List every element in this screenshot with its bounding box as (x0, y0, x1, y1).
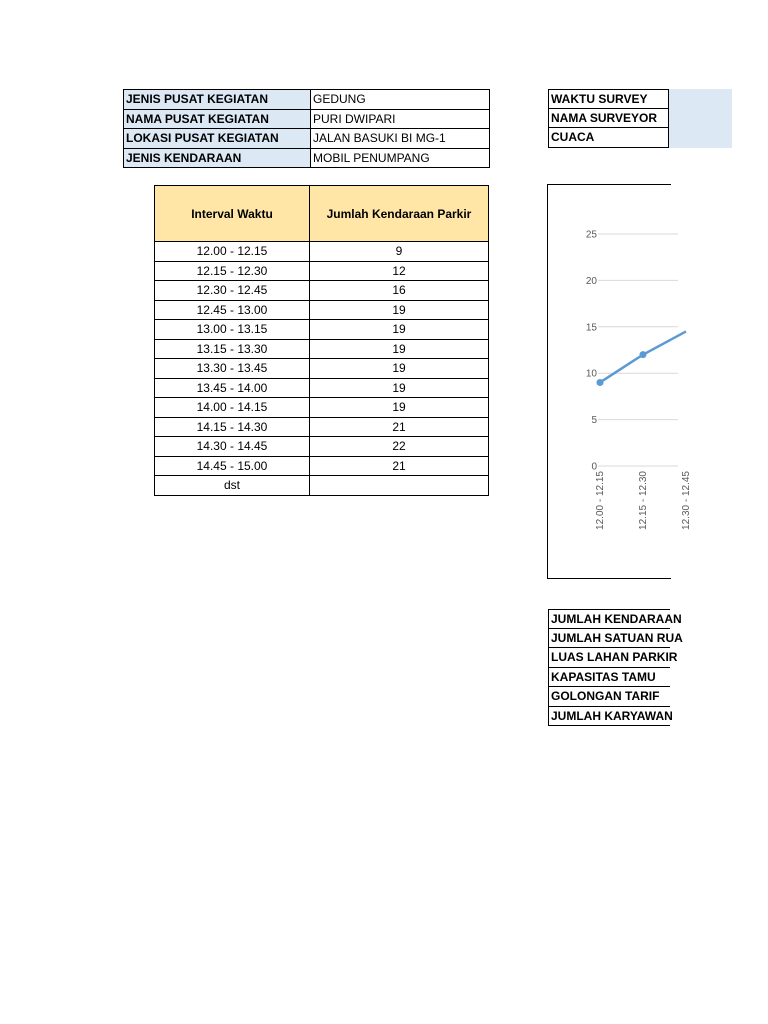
y-tick-label: 5 (591, 415, 597, 427)
info-bottom-label: KAPASITAS TAMU (548, 668, 670, 688)
y-tick-label: 15 (585, 322, 597, 334)
x-tick-label: 12.00 - 12.15 (595, 471, 606, 530)
info-value: MOBIL PENUMPANG (311, 148, 490, 168)
info-left-row (124, 129, 490, 149)
table-row (155, 359, 489, 379)
parking-chart (547, 184, 692, 579)
info-left-table (123, 89, 490, 168)
info-right-row (548, 109, 732, 129)
info-bottom-table (548, 609, 683, 726)
info-right-table (548, 89, 732, 148)
cell-jumlah: 21 (310, 417, 489, 437)
table-row (155, 242, 489, 262)
table-row (155, 320, 489, 340)
cell-jumlah: 19 (310, 359, 489, 379)
info-value: JALAN BASUKI BI MG-1 (311, 129, 490, 149)
table-row (155, 261, 489, 281)
cell-interval: 13.45 - 14.00 (155, 378, 310, 398)
info-label: CUACA (548, 128, 669, 148)
info-left-row (124, 148, 490, 168)
parking-data-table (154, 185, 489, 496)
cell-interval: 13.30 - 13.45 (155, 359, 310, 379)
info-label: JENIS PUSAT KEGIATAN (124, 90, 311, 110)
cell-jumlah: 16 (310, 281, 489, 301)
info-value: GEDUNG (311, 90, 490, 110)
x-tick-label: 12.30 - 12.45 (681, 471, 692, 530)
table-row (155, 300, 489, 320)
cell-jumlah: 19 (310, 398, 489, 418)
table-row (155, 417, 489, 437)
chart-svg (548, 185, 692, 578)
info-value: PURI DWIPARI (311, 109, 490, 129)
data-point (597, 379, 604, 386)
table-row (155, 476, 489, 496)
info-left-row (124, 90, 490, 110)
table-row (155, 281, 489, 301)
table-header-row (155, 186, 489, 242)
info-value-cell (669, 89, 732, 109)
cell-interval: 14.00 - 14.15 (155, 398, 310, 418)
cell-interval: 13.00 - 13.15 (155, 320, 310, 340)
info-left-row (124, 109, 490, 129)
info-bottom-label: GOLONGAN TARIF (548, 687, 670, 707)
info-value-cell (669, 128, 732, 148)
info-bottom-label: JUMLAH KENDARAAN (548, 609, 670, 629)
info-label: WAKTU SURVEY (548, 89, 669, 109)
cell-jumlah: 22 (310, 437, 489, 457)
info-right-row (548, 89, 732, 109)
cell-interval: 14.30 - 14.45 (155, 437, 310, 457)
x-tick-label: 12.15 - 12.30 (638, 471, 649, 530)
info-label: NAMA SURVEYOR (548, 109, 669, 129)
cell-jumlah: 9 (310, 242, 489, 262)
table-row (155, 339, 489, 359)
cell-interval: 12.45 - 13.00 (155, 300, 310, 320)
data-point (640, 351, 647, 358)
header-jumlah-kendaraan: Jumlah Kendaraan Parkir (310, 186, 489, 242)
table-row (155, 378, 489, 398)
cell-jumlah: 19 (310, 378, 489, 398)
y-tick-label: 10 (585, 368, 597, 380)
cell-jumlah: 19 (310, 339, 489, 359)
info-label: NAMA PUSAT KEGIATAN (124, 109, 311, 129)
info-bottom-label: JUMLAH KARYAWAN (548, 707, 670, 727)
y-tick-label: 25 (585, 229, 597, 241)
cell-interval: 14.15 - 14.30 (155, 417, 310, 437)
info-label: JENIS KENDARAAN (124, 148, 311, 168)
y-tick-label: 20 (585, 275, 597, 287)
info-value-cell (669, 109, 732, 129)
cell-jumlah: 21 (310, 456, 489, 476)
table-row (155, 437, 489, 457)
cell-interval: 12.30 - 12.45 (155, 281, 310, 301)
info-right-row (548, 128, 732, 148)
cell-interval: 12.15 - 12.30 (155, 261, 310, 281)
header-interval-waktu: Interval Waktu (155, 186, 310, 242)
cell-interval: 14.45 - 15.00 (155, 456, 310, 476)
cell-interval: dst (155, 476, 310, 496)
cell-jumlah: 19 (310, 320, 489, 340)
cell-interval: 12.00 - 12.15 (155, 242, 310, 262)
cell-jumlah: 12 (310, 261, 489, 281)
y-tick-label: 0 (591, 461, 597, 473)
table-row (155, 398, 489, 418)
cell-interval: 13.15 - 13.30 (155, 339, 310, 359)
cell-jumlah: 19 (310, 300, 489, 320)
info-bottom-label: LUAS LAHAN PARKIR (548, 648, 670, 668)
cell-jumlah (310, 476, 489, 496)
table-row (155, 456, 489, 476)
info-bottom-label: JUMLAH SATUAN RUA (548, 629, 670, 649)
info-label: LOKASI PUSAT KEGIATAN (124, 129, 311, 149)
